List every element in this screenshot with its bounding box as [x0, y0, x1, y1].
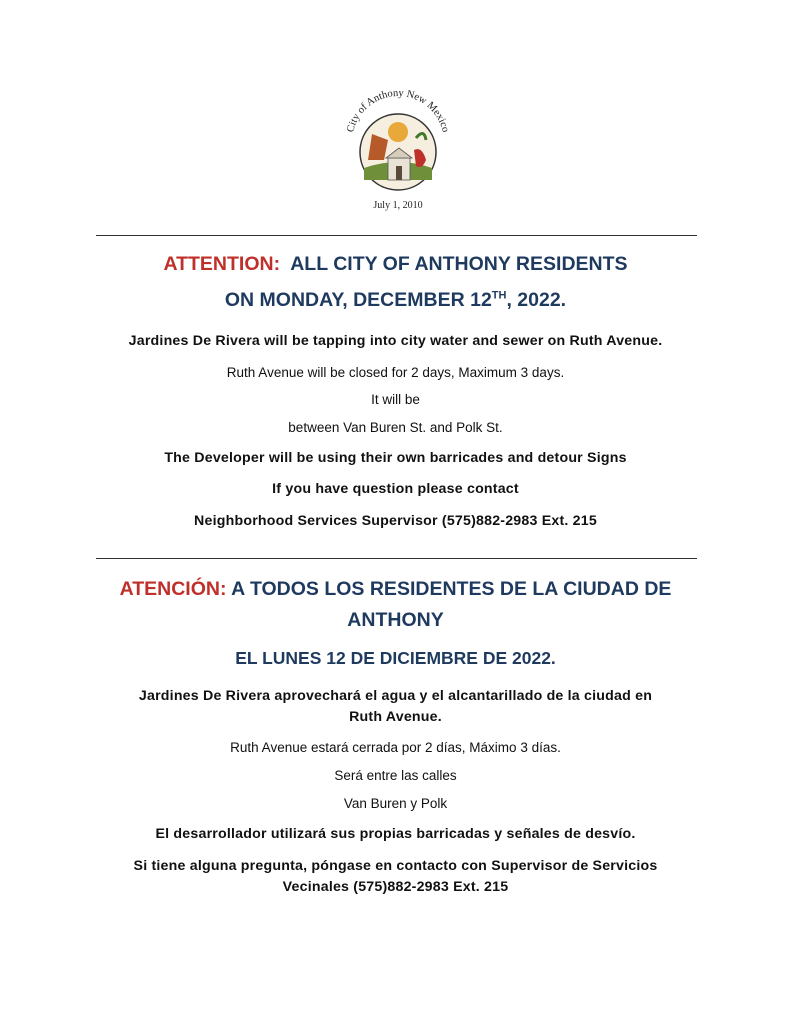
spanish-line-1a: Jardines De Rivera aprovechará el agua y el alcantarillado de la ciudad en: [138, 688, 653, 704]
spanish-line-1b: Ruth Avenue.: [349, 709, 442, 725]
english-line-1: Jardines De Rivera will be tapping into city water and sewer on Ruth Avenue.: [128, 333, 663, 349]
english-line-4: between Van Buren St. and Polk St.: [288, 420, 503, 435]
spanish-line-5: El desarrollador utilizará sus propias barricadas y señales de desvío.: [155, 826, 636, 842]
spanish-line-2: Ruth Avenue estará cerrada por 2 días, Máximo 3 días.: [230, 740, 561, 755]
spanish-line-3: Será entre las calles: [334, 768, 457, 783]
svg-text:July 1, 2010: July 1, 2010: [373, 200, 423, 211]
spanish-line-4: Van Buren y Polk: [343, 796, 448, 811]
divider-middle: [96, 558, 697, 559]
city-seal-logo: [338, 80, 458, 212]
divider-top: [96, 235, 697, 236]
spanish-heading: [0, 578, 791, 601]
atencion-label: ATENCIÓN:: [119, 578, 227, 600]
english-line-7: Neighborhood Services Supervisor (575)882-2983 Ext. 215: [194, 513, 597, 529]
english-line-5: The Developer will be using their own barricades and detour Signs: [164, 450, 627, 466]
english-line-3: It will be: [371, 392, 420, 407]
spanish-line-6a: Si tiene alguna pregunta, póngase en contacto con Supervisor de Servicios: [133, 858, 658, 874]
english-heading: [0, 253, 791, 276]
spanish-line-6b: Vecinales (575)882-2983 Ext. 215: [282, 879, 509, 895]
english-line-6: If you have question please contact: [272, 481, 519, 497]
spanish-date-heading: EL LUNES 12 DE DICIEMBRE DE 2022.: [235, 648, 556, 668]
svg-text:City of Anthony New Mexico: City of Anthony New Mexico: [345, 87, 451, 134]
english-heading-text: ALL CITY OF ANTHONY RESIDENTS: [290, 253, 628, 275]
english-line-2: Ruth Avenue will be closed for 2 days, Maximum 3 days.: [226, 365, 565, 380]
spanish-heading-text: A TODOS LOS RESIDENTES DE LA CIUDAD DE: [231, 578, 672, 600]
attention-label: ATTENTION:: [163, 253, 281, 275]
spanish-heading-cont: ANTHONY: [347, 609, 444, 631]
english-date-heading: ON MONDAY, DECEMBER 12TH, 2022.: [224, 289, 567, 311]
